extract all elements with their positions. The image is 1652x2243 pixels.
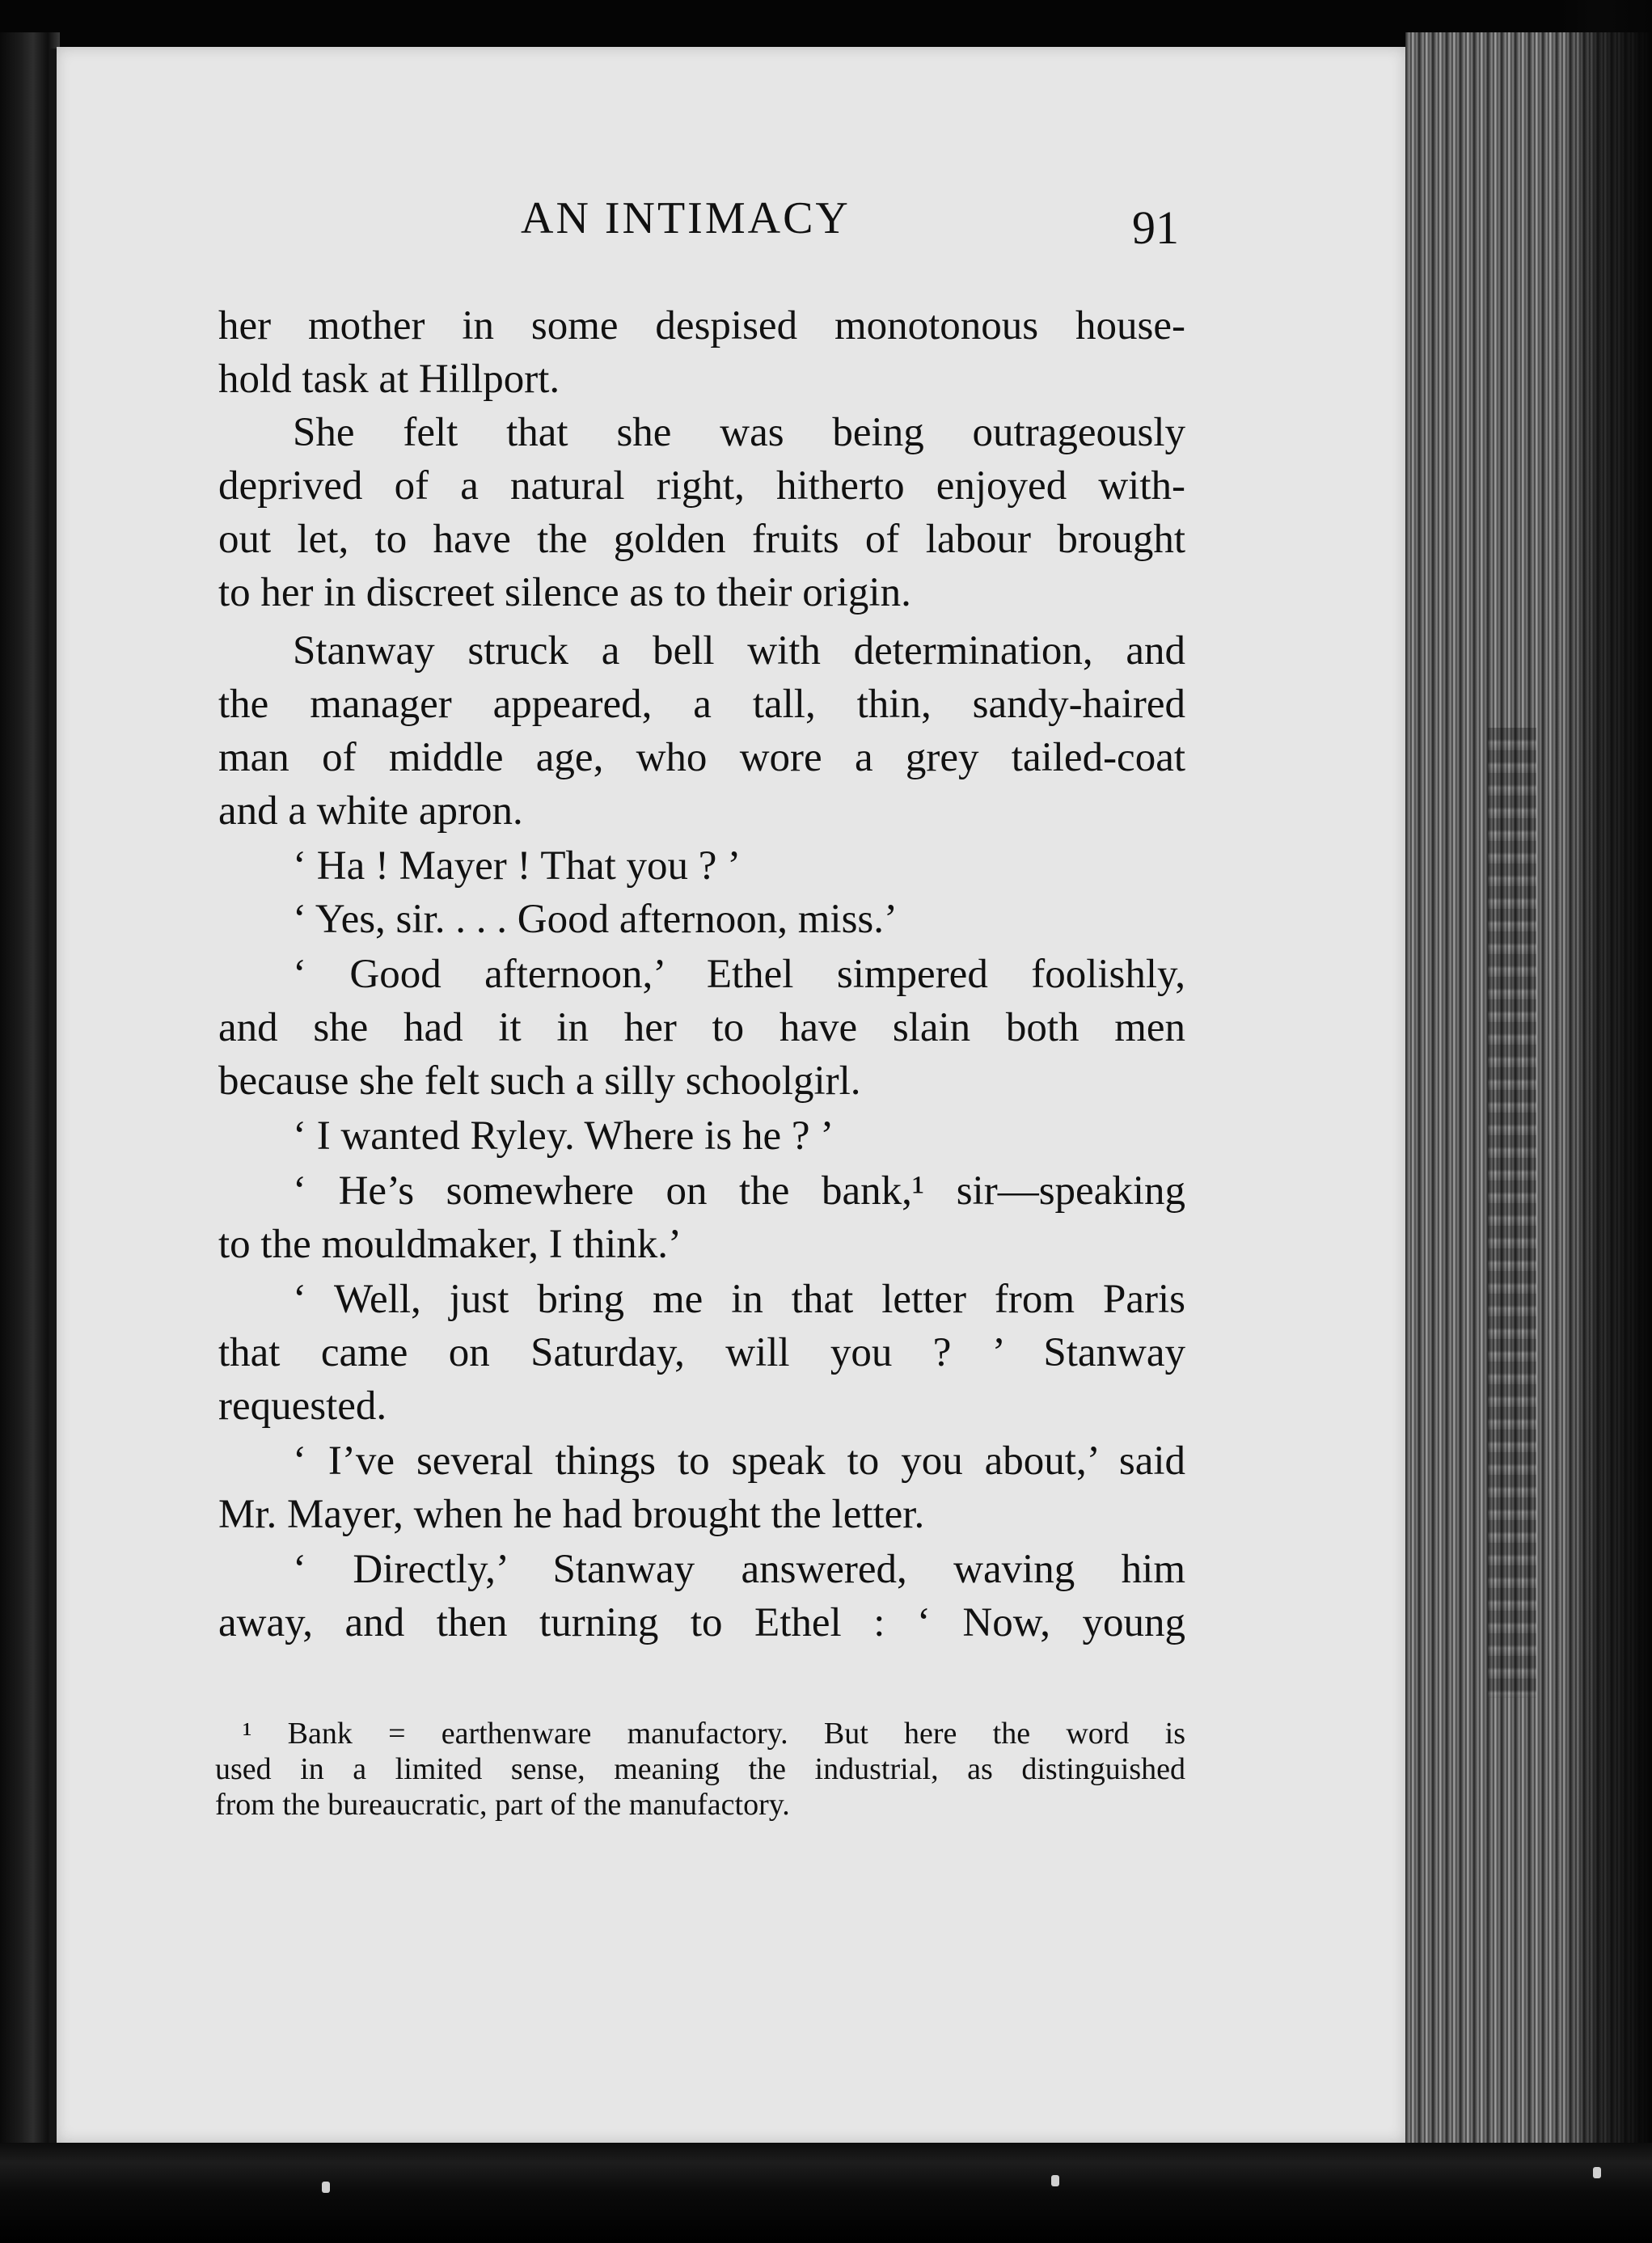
text-line: the manager appeared, a tall, thin, sandy-haired	[218, 682, 1185, 727]
text-line: ‘ I wanted Ryley. Where is he ? ’	[293, 1113, 834, 1159]
text-line: requested.	[218, 1383, 387, 1429]
text-line: Stanway struck a bell with determination, and	[293, 628, 1185, 674]
text-line: man of middle age, who wore a grey tailed-coat	[218, 735, 1185, 780]
footnote-line: used in a limited sense, meaning the industrial, as distinguished	[215, 1752, 1185, 1786]
text-line: that came on Saturday, will you ? ’ Stanway	[218, 1330, 1185, 1375]
page-number: 91	[1132, 201, 1179, 254]
running-title: AN INTIMACY	[521, 193, 851, 243]
text-line: ‘ He’s somewhere on the bank,¹ sir—speaking	[293, 1168, 1185, 1214]
footnote-line: from the bureaucratic, part of the manufactory.	[215, 1788, 790, 1822]
text-line: away, and then turning to Ethel : ‘ Now, young	[218, 1600, 1185, 1645]
fore-edge-stamp	[1488, 728, 1536, 1698]
gutter-shadow	[50, 49, 57, 2143]
text-line: Mr. Mayer, when he had brought the letter.	[218, 1492, 925, 1537]
text-line: ‘ Yes, sir. . . . Good afternoon, miss.’	[293, 897, 898, 942]
footnote-line: ¹ Bank = earthenware manufactory. But here the word is	[243, 1717, 1185, 1751]
text-line: and she had it in her to have slain both men	[218, 1005, 1185, 1050]
fore-edge-shadow	[1561, 0, 1652, 2243]
text-line: ‘ Ha ! Mayer ! That you ? ’	[293, 843, 741, 889]
text-line: out let, to have the golden fruits of labour brought	[218, 517, 1185, 562]
text-line: She felt that she was being outrageously	[293, 410, 1185, 455]
text-line: ‘ I’ve several things to speak to you about,’ said	[293, 1438, 1185, 1484]
text-line: ‘ Well, just bring me in that letter from Paris	[293, 1277, 1185, 1322]
text-line: to her in discreet silence as to their origin.	[218, 570, 911, 615]
text-line: ‘ Good afternoon,’ Ethel simpered foolishly,	[293, 952, 1185, 997]
debris-speck	[1051, 2175, 1059, 2186]
text-line: ‘ Directly,’ Stanway answered, waving him	[293, 1547, 1185, 1592]
text-line: because she felt such a silly schoolgirl.	[218, 1058, 861, 1104]
debris-speck	[322, 2182, 330, 2193]
text-line: hold task at Hillport.	[218, 357, 560, 402]
text-line: to the mouldmaker, I think.’	[218, 1222, 682, 1267]
text-line: and a white apron.	[218, 788, 523, 834]
text-line: her mother in some despised monotonous house-	[218, 303, 1185, 348]
scan-top-border	[0, 0, 1652, 50]
debris-speck	[1593, 2167, 1601, 2178]
text-line: deprived of a natural right, hitherto enjoyed with-	[218, 463, 1185, 509]
scan-bottom-border	[0, 2143, 1652, 2243]
